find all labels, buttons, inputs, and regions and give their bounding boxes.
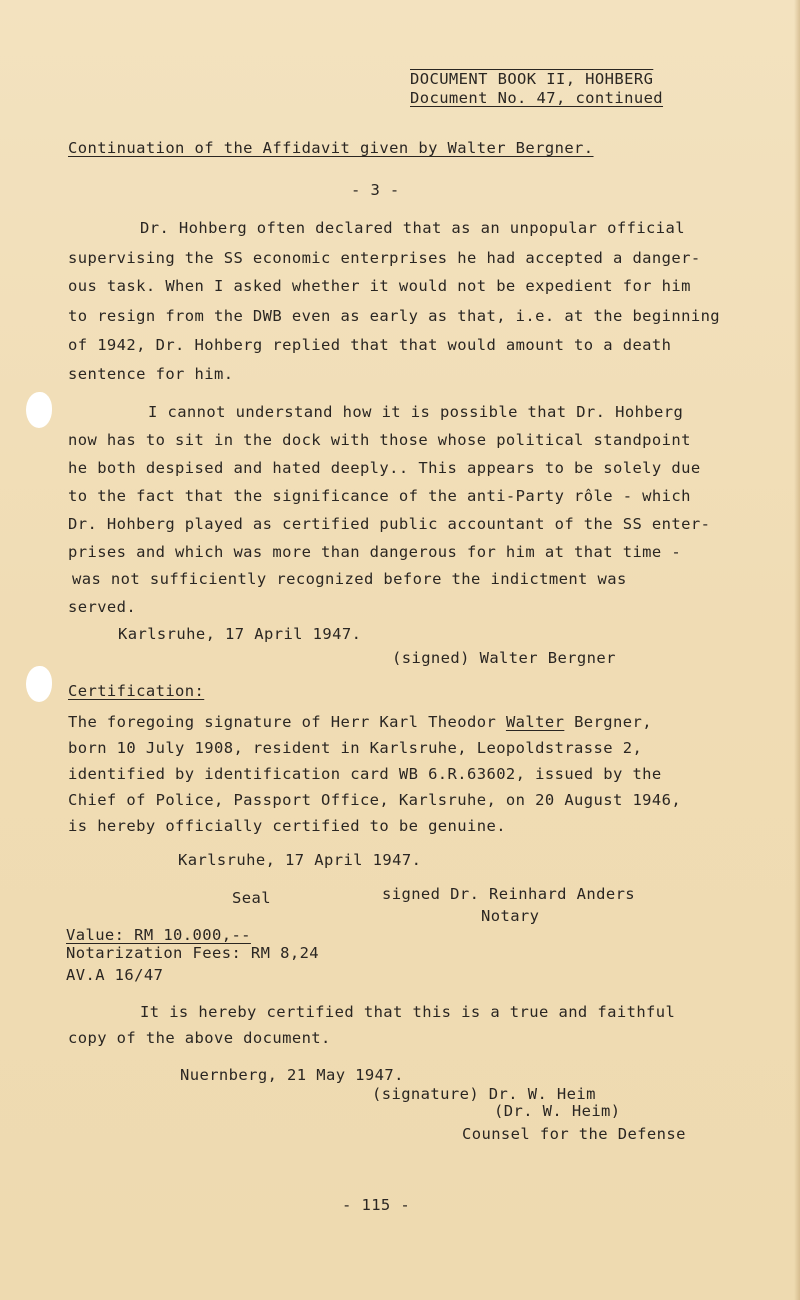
paragraph2-line: served.: [68, 598, 137, 616]
certification-line1-post: Bergner,: [564, 713, 652, 731]
value-line: Value: RM 10.000,--: [66, 926, 251, 944]
place-date-certification: Karlsruhe, 17 April 1947.: [178, 851, 422, 869]
reference-number: AV.A 16/47: [66, 966, 164, 984]
paragraph1-line: ous task. When I asked whether it would not be expedient for him: [68, 277, 691, 295]
header-document-number: Document No. 47, continued: [410, 89, 664, 107]
header-document-book: DOCUMENT BOOK II, HOHBERG: [410, 70, 654, 88]
copy-certification-line: It is hereby certified that this is a true and faithful: [140, 1003, 676, 1021]
seal-label: Seal: [232, 889, 271, 907]
signature-bergner: (signed) Walter Bergner: [392, 649, 616, 667]
paragraph1-line: Dr. Hohberg often declared that as an unpopular official: [140, 219, 685, 237]
paragraph2-line: I cannot understand how it is possible that Dr. Hohberg: [148, 403, 684, 421]
page-edge-shadow: [794, 0, 800, 1300]
signature-heim: (signature) Dr. W. Heim: [372, 1085, 596, 1103]
certification-heading: Certification:: [68, 682, 205, 700]
paragraph1-line: to resign from the DWB even as early as that, i.e. at the beginning: [68, 307, 721, 325]
certification-line: identified by identification card WB 6.R.63602, issued by the: [68, 765, 662, 783]
paragraph1-line: of 1942, Dr. Hohberg replied that that would amount to a death: [68, 336, 672, 354]
certification-line: [68, 715, 652, 731]
punch-hole-top: [26, 392, 52, 428]
fees-line: Notarization Fees: RM 8,24: [66, 944, 320, 962]
paragraph2-line: now has to sit in the dock with those whose political standpoint: [68, 431, 691, 449]
certification-line: born 10 July 1908, resident in Karlsruhe, Leopoldstrasse 2,: [68, 739, 643, 757]
document-title: Continuation of the Affidavit given by Walter Bergner.: [68, 139, 594, 157]
signature-notary: signed Dr. Reinhard Anders: [382, 885, 636, 903]
paragraph1-line: sentence for him.: [68, 365, 234, 383]
page-number: - 115 -: [342, 1196, 411, 1214]
name-heim: (Dr. W. Heim): [494, 1102, 621, 1120]
counsel-role: Counsel for the Defense: [462, 1125, 686, 1143]
certification-underlined-name: Walter: [505, 713, 565, 731]
certification-line: Chief of Police, Passport Office, Karlsruhe, on 20 August 1946,: [68, 791, 682, 809]
paragraph2-line: to the fact that the significance of the anti-Party rôle - which: [68, 487, 691, 505]
certification-line: is hereby officially certified to be genuine.: [68, 817, 506, 835]
certification-line1-pre: The foregoing signature of Herr Karl Theodor: [68, 713, 506, 731]
page-marker: - 3 -: [351, 181, 400, 199]
paragraph2-line: Dr. Hohberg played as certified public accountant of the SS enter-: [68, 515, 711, 533]
paragraph2-line: was not sufficiently recognized before the indictment was: [72, 570, 627, 588]
copy-certification-line: copy of the above document.: [68, 1029, 331, 1047]
punch-hole-bottom: [26, 666, 52, 702]
place-date-affidavit: Karlsruhe, 17 April 1947.: [118, 625, 362, 643]
paragraph2-line: prises and which was more than dangerous for him at that time -: [68, 543, 682, 561]
paragraph1-line: supervising the SS economic enterprises he had accepted a danger-: [68, 249, 701, 267]
notary-role: Notary: [481, 907, 540, 925]
paragraph2-line: he both despised and hated deeply.. This appears to be solely due: [68, 459, 701, 477]
place-date-copy: Nuernberg, 21 May 1947.: [180, 1066, 404, 1084]
